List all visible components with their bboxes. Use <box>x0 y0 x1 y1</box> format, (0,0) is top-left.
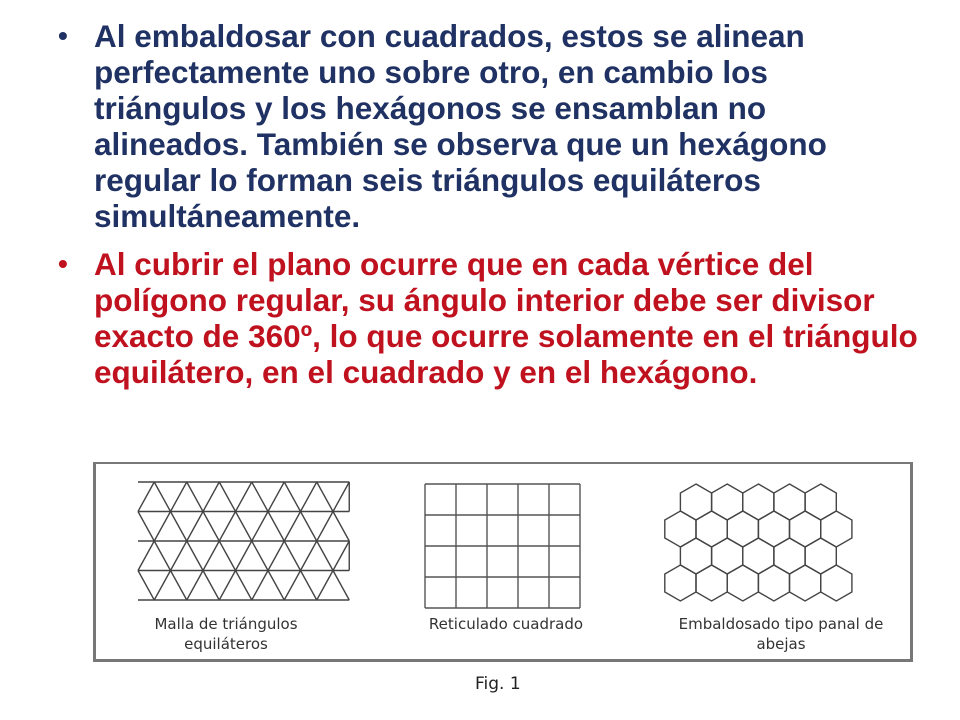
triangle-mesh-drawing <box>138 482 349 600</box>
hexagon-cell <box>790 511 821 547</box>
hexagon-cell <box>696 565 727 601</box>
triangle-edge <box>219 482 235 512</box>
triangle-edge <box>171 482 187 512</box>
square-grid-drawing <box>425 484 580 608</box>
triangle-edge <box>333 571 349 601</box>
bullet-text: Al cubrir el plano ocurre que en cada vértice del polígono regular, su ángulo interior debe ser divisor exacto de 360º, lo que ocurre solamente en el triángulo equilátero, en el cuadrado y en el hexágono. <box>94 246 918 390</box>
triangle-edge <box>187 512 203 542</box>
triangle-edge <box>252 541 268 571</box>
triangle-edge <box>138 512 154 542</box>
tiling-figure <box>93 462 913 662</box>
triangle-edge <box>154 482 170 512</box>
hexagon-cell <box>821 511 852 547</box>
triangle-edge <box>301 571 317 601</box>
triangle-edge <box>333 482 349 512</box>
triangle-edge <box>236 541 252 571</box>
triangle-edge <box>268 512 284 542</box>
bullet-text: Al embaldosar con cuadrados, estos se alinean perfectamente uno sobre otro, en cambio los triángulos y los hexágonos se ensamblan no alineados. También se observa que un hexágono regular lo forman seis triángulos equiláteros simultáneamente. <box>94 18 827 234</box>
triangle-edge <box>203 482 219 512</box>
hexagon-cell <box>743 538 774 574</box>
triangle-edge <box>171 571 187 601</box>
triangle-edge <box>236 482 252 512</box>
triangle-edge <box>268 571 284 601</box>
hexagon-cell <box>774 538 805 574</box>
triangle-edge <box>317 571 333 601</box>
triangle-edge <box>317 541 333 571</box>
triangle-edge <box>284 482 300 512</box>
hexagon-cell <box>665 565 696 601</box>
triangle-edge <box>301 482 317 512</box>
hexagon-cell <box>790 565 821 601</box>
triangle-edge <box>333 512 349 542</box>
triangle-edge <box>284 541 300 571</box>
hexagon-cell <box>758 511 789 547</box>
triangle-edge <box>171 512 187 542</box>
hexagon-cell <box>774 484 805 520</box>
triangle-edge <box>154 571 170 601</box>
hexagon-cell <box>665 511 696 547</box>
triangle-edge <box>268 541 284 571</box>
triangle-edge <box>284 571 300 601</box>
triangle-edge <box>252 571 268 601</box>
caption-triangles: Malla de triángulos equiláteros <box>154 615 298 653</box>
caption-squares: Reticulado cuadrado <box>428 615 584 633</box>
triangle-edge <box>252 482 268 512</box>
bullet-item-vertex-angle <box>58 246 918 390</box>
hexagon-cell <box>743 484 774 520</box>
triangle-edge <box>138 482 154 512</box>
triangle-edge <box>219 571 235 601</box>
hexagon-cell <box>680 484 711 520</box>
triangle-edge <box>203 571 219 601</box>
triangle-edge <box>154 541 170 571</box>
hexagon-honeycomb-drawing <box>665 484 852 601</box>
hexagon-cell <box>805 538 836 574</box>
triangle-edge <box>138 571 154 601</box>
triangle-edge <box>219 512 235 542</box>
bullet-marker: • <box>58 248 68 279</box>
figure-label: Fig. 1 <box>475 674 521 694</box>
triangle-edge <box>301 541 317 571</box>
bullet-marker: • <box>58 20 68 51</box>
triangle-edge <box>219 541 235 571</box>
caption-hexagons: Embaldosado tipo panal de abejas <box>678 615 884 653</box>
bullet-list <box>58 18 918 402</box>
triangle-edge <box>252 512 268 542</box>
triangle-edge <box>203 512 219 542</box>
hexagon-cell <box>805 484 836 520</box>
triangle-edge <box>301 512 317 542</box>
triangle-edge <box>154 512 170 542</box>
triangle-edge <box>138 541 154 571</box>
triangle-edge <box>203 541 219 571</box>
triangle-edge <box>187 482 203 512</box>
triangle-edge <box>333 541 349 571</box>
triangle-edge <box>236 512 252 542</box>
hexagon-cell <box>727 565 758 601</box>
triangle-edge <box>268 482 284 512</box>
hexagon-cell <box>696 511 727 547</box>
hexagon-cell <box>712 538 743 574</box>
bullet-item-tiling-alignment <box>58 18 918 234</box>
hexagon-cell <box>680 538 711 574</box>
triangle-edge <box>284 512 300 542</box>
triangle-edge <box>171 541 187 571</box>
triangle-edge <box>187 571 203 601</box>
hexagon-cell <box>758 565 789 601</box>
triangle-edge <box>187 541 203 571</box>
triangle-edge <box>236 571 252 601</box>
hexagon-cell <box>727 511 758 547</box>
triangle-edge <box>317 512 333 542</box>
hexagon-cell <box>821 565 852 601</box>
hexagon-cell <box>712 484 743 520</box>
triangle-edge <box>317 482 333 512</box>
